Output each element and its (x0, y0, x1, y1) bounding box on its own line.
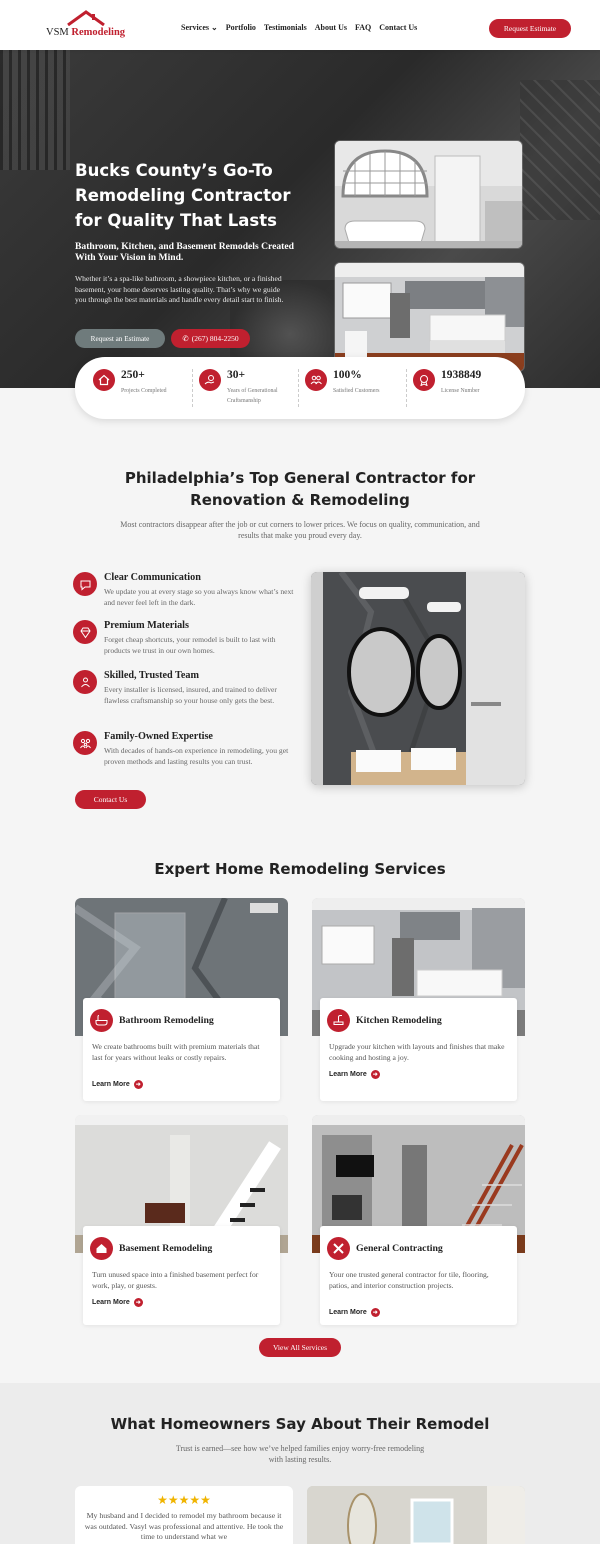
divider (192, 369, 193, 407)
rating-stars-icon: ★★★★★ (157, 1493, 211, 1507)
nav-portfolio[interactable]: Portfolio (225, 23, 256, 32)
request-an-estimate-button[interactable]: Request an Estimate (75, 329, 165, 348)
hero-subtitle: Bathroom, Kitchen, and Basement Remodels Created With Your Vision in Mind. (75, 241, 294, 263)
house-icon (93, 369, 115, 391)
nav-about-us[interactable]: About Us (314, 23, 347, 32)
testimonials-subtitle: Trust is earned—see how we’ve helped families enjoy worry-free remodeling with lasting results. (175, 1444, 425, 1464)
services-title: Expert Home Remodeling Services (154, 860, 446, 878)
arrow-right-icon: ➜ (135, 1300, 141, 1306)
hero-bathroom-photo (334, 140, 523, 249)
phone-icon: ✆ (182, 334, 189, 343)
phone-button[interactable]: ✆ (267) 804-2250 (171, 329, 250, 348)
hand-coin-icon (199, 369, 221, 391)
house-roof-icon (66, 10, 106, 26)
learn-more-link[interactable]: Learn More ➜ (92, 1081, 141, 1088)
testimonial-card (75, 1486, 293, 1544)
stats-bar: 250+ Projects Completed 30+ Years of Generational Craftsmanship 100% Satisfied Customers 1938849 License Number (75, 357, 525, 419)
team-icon (73, 670, 97, 694)
logo[interactable] (46, 10, 128, 42)
hero-section (0, 50, 600, 388)
nav-testimonials[interactable]: Testimonials (263, 23, 307, 32)
faucet-icon (327, 1009, 350, 1032)
logo-text-remodeling: Remodeling (71, 27, 126, 38)
arrow-right-icon: ➜ (372, 1072, 378, 1078)
divider (406, 369, 407, 407)
hero-title: Bucks County’s Go-To Remodeling Contractor for Quality That Lasts (75, 161, 291, 230)
bathtub-icon (90, 1009, 113, 1032)
learn-more-link[interactable]: Learn More ➜ (329, 1309, 378, 1316)
nav-faq[interactable]: FAQ (354, 23, 372, 32)
main-nav (181, 23, 417, 32)
site-header (0, 0, 600, 50)
request-estimate-button[interactable]: Request Estimate (489, 19, 571, 38)
service-card-general[interactable]: General Contracting Your one trusted general contractor for tile, flooring, patios, and interior construction projects. Learn More ➜ (320, 1226, 517, 1325)
hero-body: Whether it’s a spa-like bathroom, a showpiece kitchen, or a finished basement, your home deserves lasting quality. That’s why we guide you through the best materials and handle every detail start to finish. (75, 274, 284, 304)
why-title: Philadelphia’s Top General Contractor for Renovation & Remodeling (124, 469, 476, 509)
view-all-services-button[interactable]: View All Services (259, 1338, 341, 1357)
chat-icon (73, 572, 97, 596)
chevron-down-icon: ⌄ (211, 23, 218, 32)
service-card-bathroom[interactable]: Bathroom Remodeling We create bathrooms built with premium materials that last for years without leaks or costly repairs. Learn More ➜ (83, 998, 280, 1101)
learn-more-link[interactable]: Learn More ➜ (92, 1299, 141, 1306)
tools-icon (327, 1237, 350, 1260)
arrow-right-icon: ➜ (135, 1082, 141, 1088)
hero-background-window (0, 50, 70, 170)
hero-background-lattice (520, 80, 600, 220)
testimonials-title: What Homeowners Say About Their Remodel (110, 1415, 490, 1433)
why-subtitle: Most contractors disappear after the job or cut corners to lower prices. We focus on quality, communication, and results that make you proud every day. (120, 520, 480, 540)
badge-icon (413, 369, 435, 391)
people-icon (305, 369, 327, 391)
arrow-right-icon: ➜ (372, 1310, 378, 1316)
testimonial-bathroom-photo (307, 1486, 525, 1544)
bathroom-vanity-photo (311, 572, 525, 785)
divider (298, 369, 299, 407)
home-icon (90, 1237, 113, 1260)
service-card-basement[interactable]: Basement Remodeling Turn unused space into a finished basement perfect for work, play, or guests. Learn More ➜ (83, 1226, 280, 1325)
testimonial-text: My husband and I decided to remodel my bathroom because it was outdated. Vasyl was professional and attentive. He took the time to understand what we (84, 1511, 284, 1541)
contact-us-button[interactable]: Contact Us (75, 790, 146, 809)
nav-services[interactable]: Services ⌄ (181, 23, 218, 32)
family-icon (73, 731, 97, 755)
gem-icon (73, 620, 97, 644)
learn-more-link[interactable]: Learn More ➜ (329, 1071, 378, 1078)
nav-contact-us[interactable]: Contact Us (379, 23, 418, 32)
hero-kitchen-photo (334, 262, 525, 372)
service-card-kitchen[interactable]: Kitchen Remodeling Upgrade your kitchen with layouts and finishes that make cooking and hosting a joy. Learn More ➜ (320, 998, 517, 1101)
logo-text-vsm: VSM (46, 27, 69, 38)
